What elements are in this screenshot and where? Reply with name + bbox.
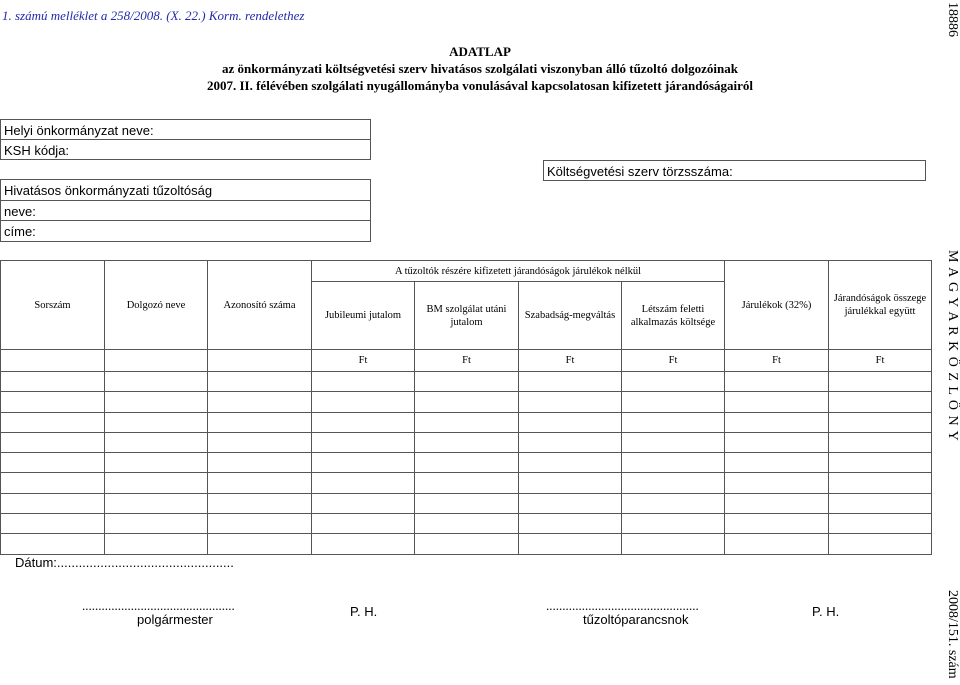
table-cell[interactable] bbox=[519, 493, 622, 513]
col-header-overstaff: Létszám feletti alkalmazás költsége bbox=[622, 282, 725, 350]
table-cell[interactable] bbox=[208, 432, 312, 452]
table-cell[interactable] bbox=[1, 453, 105, 473]
unit-cell: Ft bbox=[415, 350, 519, 372]
table-cell[interactable] bbox=[725, 493, 829, 513]
table-cell[interactable] bbox=[208, 453, 312, 473]
table-cell[interactable] bbox=[1, 412, 105, 432]
table-cell[interactable] bbox=[725, 534, 829, 554]
table-cell[interactable] bbox=[312, 493, 415, 513]
table-row bbox=[1, 473, 932, 493]
table-cell[interactable] bbox=[622, 534, 725, 554]
table-cell[interactable] bbox=[622, 514, 725, 534]
table-cell[interactable] bbox=[208, 412, 312, 432]
stamp-place-1: P. H. bbox=[350, 604, 378, 619]
table-cell[interactable] bbox=[725, 432, 829, 452]
form-title: ADATLAP bbox=[449, 44, 511, 59]
col-header-contributions: Járulékok (32%) bbox=[725, 261, 829, 350]
table-cell[interactable] bbox=[622, 473, 725, 493]
table-cell[interactable] bbox=[105, 453, 208, 473]
table-cell[interactable] bbox=[725, 514, 829, 534]
table-cell[interactable] bbox=[312, 412, 415, 432]
table-cell[interactable] bbox=[829, 453, 932, 473]
table-cell[interactable] bbox=[415, 493, 519, 513]
table-row bbox=[1, 493, 932, 513]
table-cell[interactable] bbox=[105, 412, 208, 432]
table-cell[interactable] bbox=[519, 392, 622, 412]
table-cell[interactable] bbox=[312, 392, 415, 412]
fire-chief-label: tűzoltóparancsnok bbox=[583, 612, 689, 627]
table-cell[interactable] bbox=[519, 534, 622, 554]
col-header-id-number: Azonosító száma bbox=[208, 261, 312, 350]
table-cell[interactable] bbox=[829, 412, 932, 432]
table-cell[interactable] bbox=[1, 514, 105, 534]
table-cell[interactable] bbox=[519, 514, 622, 534]
table-cell[interactable] bbox=[829, 473, 932, 493]
table-cell[interactable] bbox=[415, 453, 519, 473]
table-cell[interactable] bbox=[622, 392, 725, 412]
table-cell[interactable] bbox=[105, 432, 208, 452]
table-cell[interactable] bbox=[415, 534, 519, 554]
mayor-signature-line[interactable]: ............................................... bbox=[82, 598, 235, 613]
col-header-bm-service: BM szolgálat utáni jutalom bbox=[415, 282, 519, 350]
table-cell[interactable] bbox=[622, 493, 725, 513]
table-cell[interactable] bbox=[105, 514, 208, 534]
table-row bbox=[1, 392, 932, 412]
table-cell[interactable] bbox=[519, 412, 622, 432]
unit-cell: Ft bbox=[622, 350, 725, 372]
table-cell[interactable] bbox=[312, 514, 415, 534]
unit-cell bbox=[208, 350, 312, 372]
table-row bbox=[1, 534, 932, 554]
unit-cell bbox=[105, 350, 208, 372]
table-cell[interactable] bbox=[829, 432, 932, 452]
fire-dept-name-field[interactable]: neve: bbox=[0, 200, 371, 221]
budget-id-field[interactable]: Költségvetési szerv törzsszáma: bbox=[543, 160, 926, 181]
table-cell[interactable] bbox=[622, 372, 725, 392]
form-subtitle-line1: az önkormányzati költségvetési szerv hivatásos szolgálati viszonyban álló tűzoltó dolgozóinak bbox=[221, 61, 739, 76]
table-cell[interactable] bbox=[1, 473, 105, 493]
table-cell[interactable] bbox=[725, 453, 829, 473]
table-cell[interactable] bbox=[829, 534, 932, 554]
unit-cell: Ft bbox=[519, 350, 622, 372]
table-cell[interactable] bbox=[725, 412, 829, 432]
table-cell[interactable] bbox=[415, 412, 519, 432]
table-cell[interactable] bbox=[415, 473, 519, 493]
fire-chief-signature-line[interactable]: ............................................... bbox=[546, 598, 699, 613]
table-cell[interactable] bbox=[725, 372, 829, 392]
table-cell[interactable] bbox=[312, 473, 415, 493]
table-cell[interactable] bbox=[208, 514, 312, 534]
issue-number: 2008/151. szám bbox=[945, 590, 960, 679]
table-cell[interactable] bbox=[519, 473, 622, 493]
table-cell[interactable] bbox=[105, 473, 208, 493]
form-subtitle-line2: 2007. II. félévében szolgálati nyugállományba vonulásával kapcsolatosan kifizetett járandóságairól bbox=[206, 78, 754, 93]
table-cell[interactable] bbox=[829, 392, 932, 412]
table-cell[interactable] bbox=[1, 432, 105, 452]
payments-table bbox=[0, 260, 932, 555]
table-cell[interactable] bbox=[415, 392, 519, 412]
date-field[interactable]: Dátum:................................................. bbox=[15, 555, 234, 570]
stamp-place-2: P. H. bbox=[812, 604, 840, 619]
table-cell[interactable] bbox=[1, 372, 105, 392]
table-cell[interactable] bbox=[105, 392, 208, 412]
unit-cell bbox=[1, 350, 105, 372]
table-cell[interactable] bbox=[829, 372, 932, 392]
table-cell[interactable] bbox=[725, 392, 829, 412]
fire-dept-label: Hivatásos önkormányzati tűzoltóság bbox=[0, 179, 371, 201]
table-cell[interactable] bbox=[1, 534, 105, 554]
table-cell[interactable] bbox=[105, 493, 208, 513]
page-number: 18886 bbox=[945, 2, 960, 37]
col-header-jubilee: Jubileumi jutalom bbox=[312, 282, 415, 350]
fire-dept-address-field[interactable]: címe: bbox=[0, 220, 371, 242]
table-cell[interactable] bbox=[312, 453, 415, 473]
unit-cell: Ft bbox=[829, 350, 932, 372]
ksh-code-field[interactable]: KSH kódja: bbox=[0, 139, 371, 160]
table-cell[interactable] bbox=[105, 534, 208, 554]
table-cell[interactable] bbox=[1, 392, 105, 412]
table-row bbox=[1, 372, 932, 392]
table-cell[interactable] bbox=[105, 372, 208, 392]
unit-cell: Ft bbox=[312, 350, 415, 372]
table-row bbox=[1, 432, 932, 452]
table-cell[interactable] bbox=[312, 534, 415, 554]
annex-reference: 1. számú melléklet a 258/2008. (X. 22.) Korm. rendelethez bbox=[2, 8, 305, 23]
table-cell[interactable] bbox=[415, 514, 519, 534]
table-cell[interactable] bbox=[622, 412, 725, 432]
col-header-total: Járandóságok összege járulékkal együtt bbox=[829, 261, 932, 350]
table-cell[interactable] bbox=[1, 493, 105, 513]
table-cell[interactable] bbox=[622, 432, 725, 452]
col-header-leave: Szabadság-megváltás bbox=[519, 282, 622, 350]
table-cell[interactable] bbox=[829, 493, 932, 513]
table-cell[interactable] bbox=[312, 372, 415, 392]
table-cell[interactable] bbox=[208, 534, 312, 554]
table-cell[interactable] bbox=[208, 473, 312, 493]
table-cell[interactable] bbox=[829, 514, 932, 534]
table-cell[interactable] bbox=[208, 372, 312, 392]
mayor-label: polgármester bbox=[137, 612, 213, 627]
table-cell[interactable] bbox=[415, 432, 519, 452]
group-header-payments: A tűzoltók részére kifizetett járandóságok járulékok nélkül bbox=[312, 261, 725, 282]
table-cell[interactable] bbox=[208, 392, 312, 412]
table-cell[interactable] bbox=[622, 453, 725, 473]
col-header-serial: Sorszám bbox=[1, 261, 105, 350]
local-gov-name-field[interactable]: Helyi önkormányzat neve: bbox=[0, 119, 371, 140]
journal-name: M A G Y A R K Ö Z L Ö N Y bbox=[945, 250, 960, 442]
col-header-employee: Dolgozó neve bbox=[105, 261, 208, 350]
unit-cell: Ft bbox=[725, 350, 829, 372]
table-cell[interactable] bbox=[519, 372, 622, 392]
table-cell[interactable] bbox=[725, 473, 829, 493]
table-cell[interactable] bbox=[208, 493, 312, 513]
table-cell[interactable] bbox=[519, 432, 622, 452]
table-row bbox=[1, 453, 932, 473]
table-cell[interactable] bbox=[312, 432, 415, 452]
table-row bbox=[1, 412, 932, 432]
table-cell[interactable] bbox=[415, 372, 519, 392]
table-row bbox=[1, 514, 932, 534]
table-cell[interactable] bbox=[519, 453, 622, 473]
